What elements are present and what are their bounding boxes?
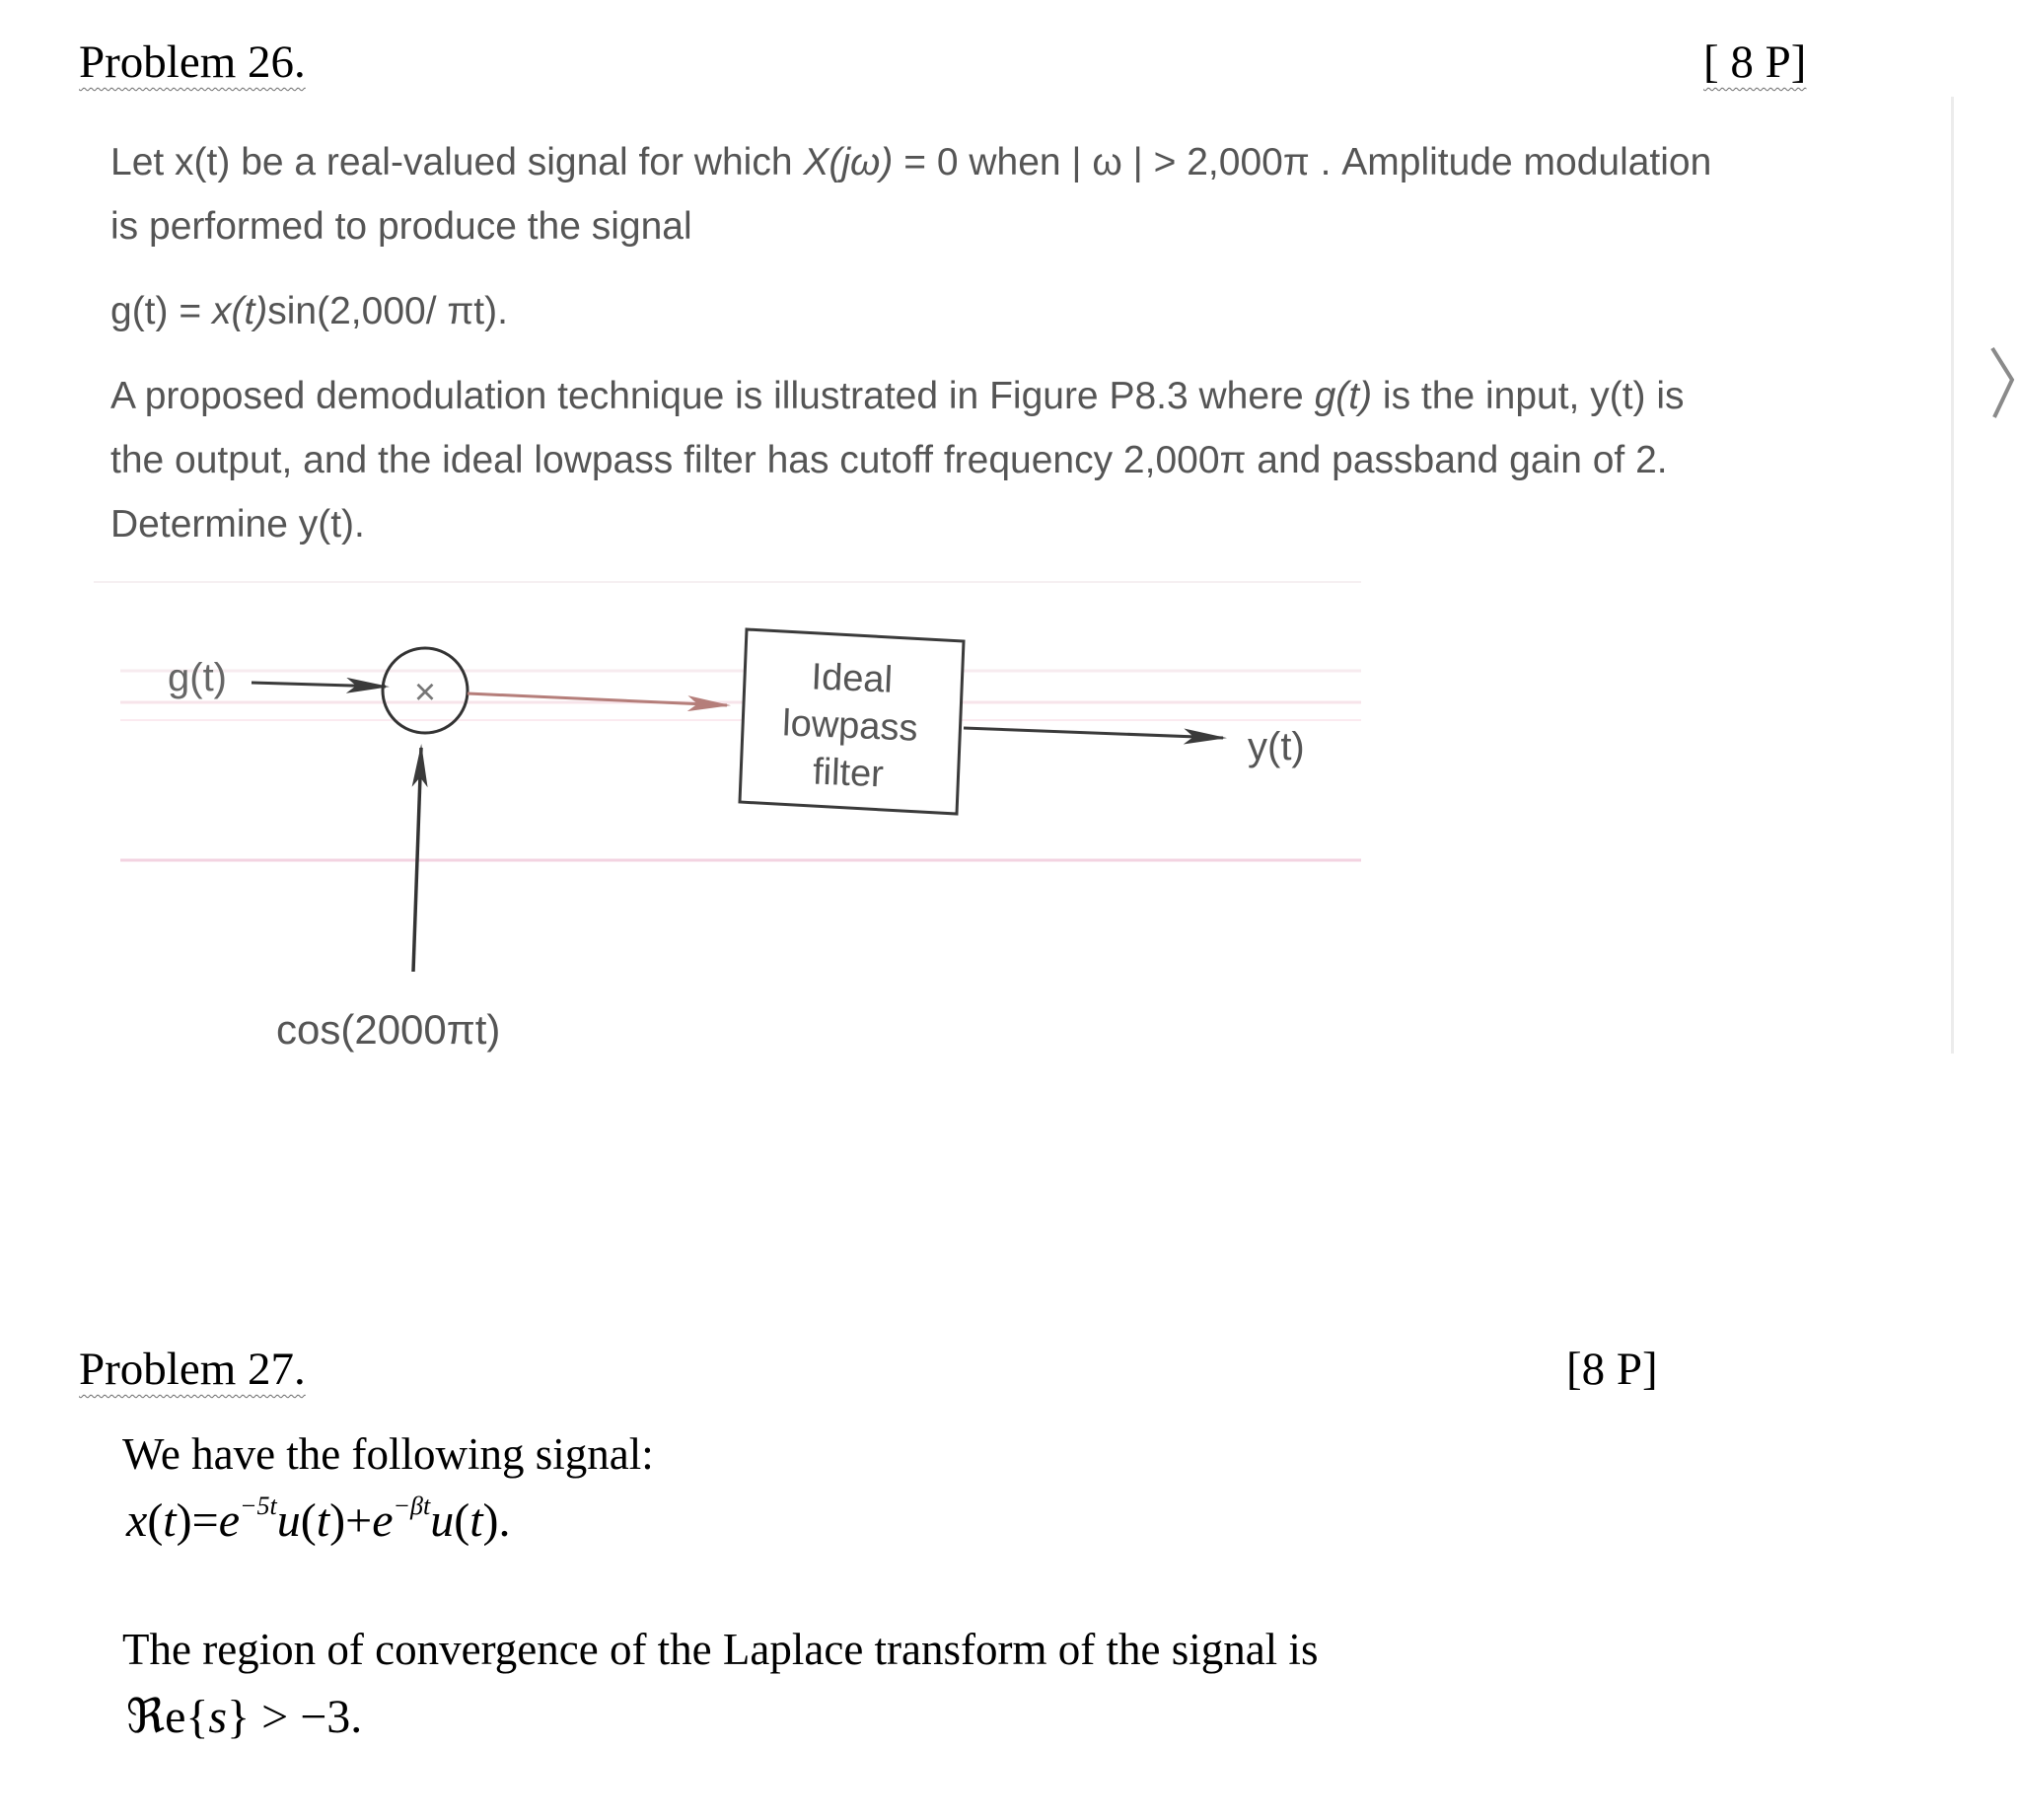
output-arrow <box>964 728 1223 738</box>
demod-line-1: A proposed demodulation technique is illustrated in Figure P8.3 where g(t) is the input, y(t) is <box>110 375 1685 417</box>
problem-27-roc-text: The region of convergence of the Laplace transform of the signal is <box>122 1625 1319 1674</box>
statement-line-1: Let x(t) be a real-valued signal for which X(jω) = 0 when | ω | > 2,000π . Amplitude modulation <box>110 141 1712 183</box>
filter-label-line-1: Ideal <box>810 656 894 701</box>
output-label: y(t) <box>1248 725 1305 768</box>
filter-label-line-2: lowpass <box>781 702 919 750</box>
input-arrow <box>252 683 386 687</box>
multiplier-symbol: × <box>413 672 437 713</box>
carrier-label: cos(2000πt) <box>276 1006 501 1053</box>
scroll-track[interactable] <box>1951 97 1954 1054</box>
scan-lines <box>94 582 1361 860</box>
problem-27-signal-equation: $x(t)=e^{-5t}u(t)+e^{-\beta t}u(t)$. <box>126 1492 511 1547</box>
filter-label-line-3: filter <box>812 751 885 796</box>
input-label: g(t) <box>168 656 227 699</box>
statement-line-2: is performed to produce the signal <box>110 205 692 248</box>
problem-27-title: Problem 27. <box>79 1344 306 1395</box>
problem-26-title: Problem 26. <box>79 36 306 88</box>
problem-27-intro: We have the following signal: <box>122 1429 654 1479</box>
demod-line-3: Determine y(t). <box>110 503 365 546</box>
problem-27-roc-expression: ℜe{s} > −3. <box>126 1691 363 1743</box>
problem-26-equation: g(t) = x(t)sin(2,000/ πt). <box>110 290 508 332</box>
demod-line-2: the output, and the ideal lowpass filter has cutoff frequency 2,000π and passband gain of 2. <box>110 439 1668 481</box>
problem-26-points: [ 8 P] <box>1703 36 1807 88</box>
problem-27-points: [8 P] <box>1566 1344 1658 1395</box>
chevron-right-icon[interactable] <box>1982 340 2018 429</box>
